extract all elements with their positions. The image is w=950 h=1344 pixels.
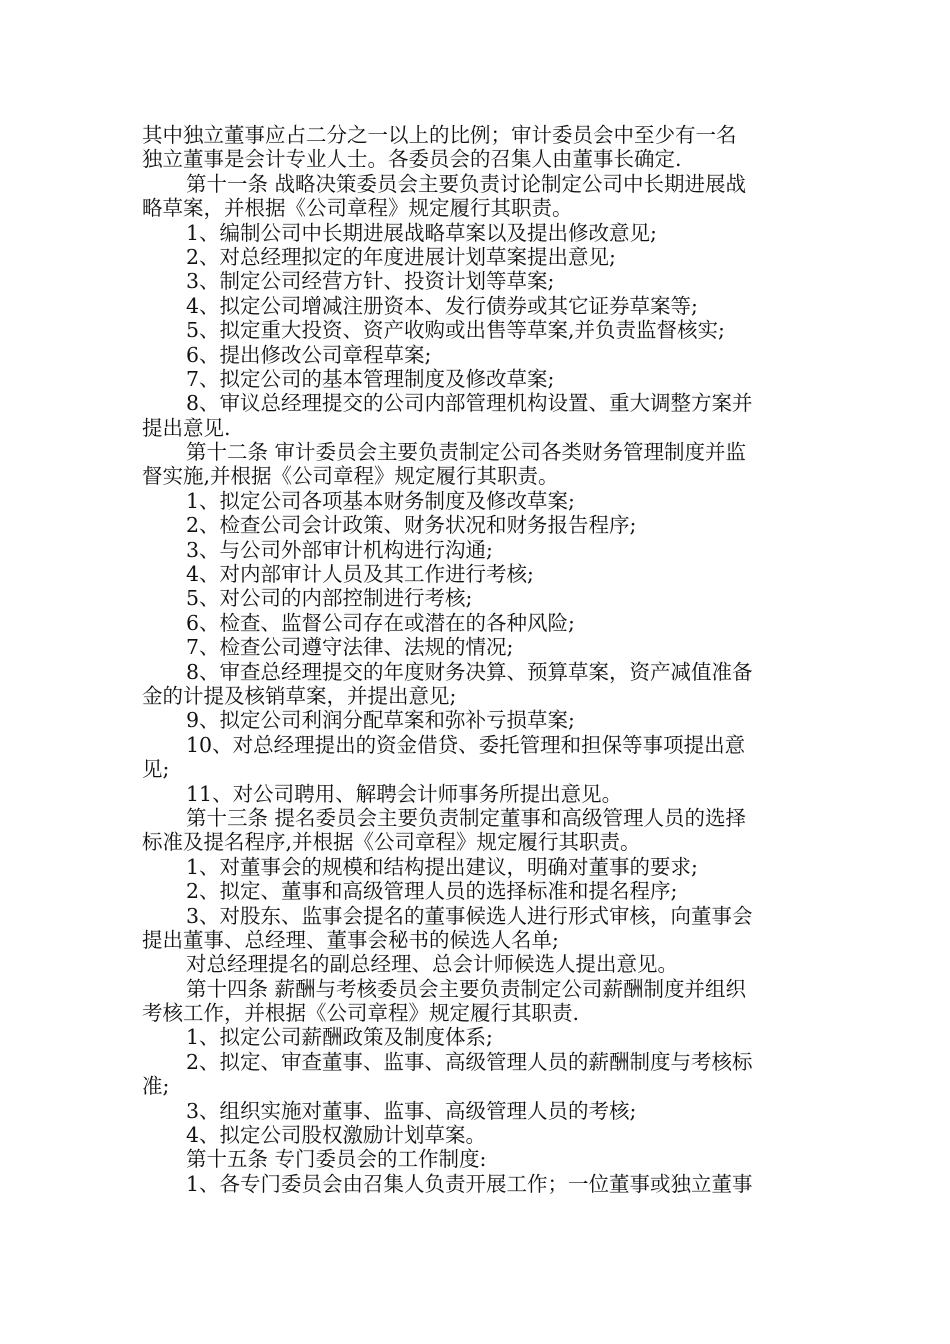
document-line: 督实施,并根据《公司章程》规定履行其职责。 [142,464,559,489]
document-line: 5、拟定重大投资、资产收购或出售等草案,并负责监督核实; [186,318,725,343]
document-line: 1、对董事会的规模和结构提出建议，明确对董事的要求; [186,854,698,879]
document-line: 金的计提及核销草案，并提出意见; [142,683,457,708]
document-line: 第十一条 战略决策委员会主要负责讨论制定公司中长期进展战 [186,171,747,196]
document-line: 提出意见. [142,415,231,440]
document-line: 见; [142,757,170,782]
document-line: 2、对总经理拟定的年度进展计划草案提出意见; [186,244,616,269]
document-line: 9、拟定公司利润分配草案和弥补亏损草案; [186,708,575,733]
document-line: 第十二条 审计委员会主要负责制定公司各类财务管理制度并监 [186,440,747,465]
document-line: 2、检查公司会计政策、财务状况和财务报告程序; [186,513,637,538]
document-line: 1、编制公司中长期进展战略草案以及提出修改意见; [186,220,657,245]
document-line: 11、对公司聘用、解聘会计师事务所提出意见。 [186,781,623,806]
document-line: 对总经理提名的副总经理、总会计师候选人提出意见。 [186,952,678,977]
document-line: 第十三条 提名委员会主要负责制定董事和高级管理人员的选择 [186,805,747,830]
document-line: 2、拟定、审查董事、监事、高级管理人员的薪酬制度与考核标 [186,1049,753,1074]
document-line: 3、制定公司经营方针、投资计划等草案; [186,269,555,294]
document-line: 其中独立董事应占二分之一以上的比例；审计委员会中至少有一名 [142,123,737,147]
document-line: 8、审议总经理提交的公司内部管理机构设置、重大调整方案并 [186,391,753,416]
document-line: 6、提出修改公司章程草案; [186,342,432,367]
document-line: 3、对股东、监事会提名的董事候选人进行形式审核，向董事会 [186,903,753,928]
document-line: 4、对内部审计人员及其工作进行考核; [186,562,534,587]
document-line: 4、拟定公司股权激励计划草案。 [186,1123,487,1148]
document-line: 3、与公司外部审计机构进行沟通; [186,537,493,562]
document-line: 1、拟定公司各项基本财务制度及修改草案; [186,488,575,513]
document-line: 第十五条 专门委员会的工作制度: [186,1147,487,1172]
document-line: 6、检查、监督公司存在或潜在的各种风险; [186,610,575,635]
document-line: 4、拟定公司增减注册资本、发行债券或其它证券草案等; [186,293,698,318]
document-line: 略草案，并根据《公司章程》规定履行其职责。 [142,196,573,221]
document-line: 7、检查公司遵守法律、法规的情况; [186,635,514,660]
document-line: 8、审查总经理提交的年度财务决算、预算草案，资产减值准备 [186,659,753,684]
document-body [142,123,810,1196]
document-line: 10、对总经理提出的资金借贷、委托管理和担保等事项提出意 [186,732,746,757]
document-line: 提出董事、总经理、董事会秘书的候选人名单; [142,927,559,952]
document-line: 考核工作，并根据《公司章程》规定履行其职责. [142,1001,580,1026]
document-line: 独立董事是会计专业人士。各委员会的召集人由董事长确定. [142,147,682,172]
document-line: 1、拟定公司薪酬政策及制度体系; [186,1025,493,1050]
document-line: 7、拟定公司的基本管理制度及修改草案; [186,366,555,391]
document-line: 2、拟定、董事和高级管理人员的选择标准和提名程序; [186,879,678,904]
document-line: 第十四条 薪酬与考核委员会主要负责制定公司薪酬制度并组织 [186,976,747,1001]
document-line: 3、组织实施对董事、监事、高级管理人员的考核; [186,1098,637,1123]
document-line: 标准及提名程序,并根据《公司章程》规定履行其职责。 [142,830,641,855]
document-line: 5、对公司的内部控制进行考核; [186,586,473,611]
document-line: 1、各专门委员会由召集人负责开展工作；一位董事或独立董事 [186,1171,753,1196]
document-line: 准; [142,1074,170,1099]
